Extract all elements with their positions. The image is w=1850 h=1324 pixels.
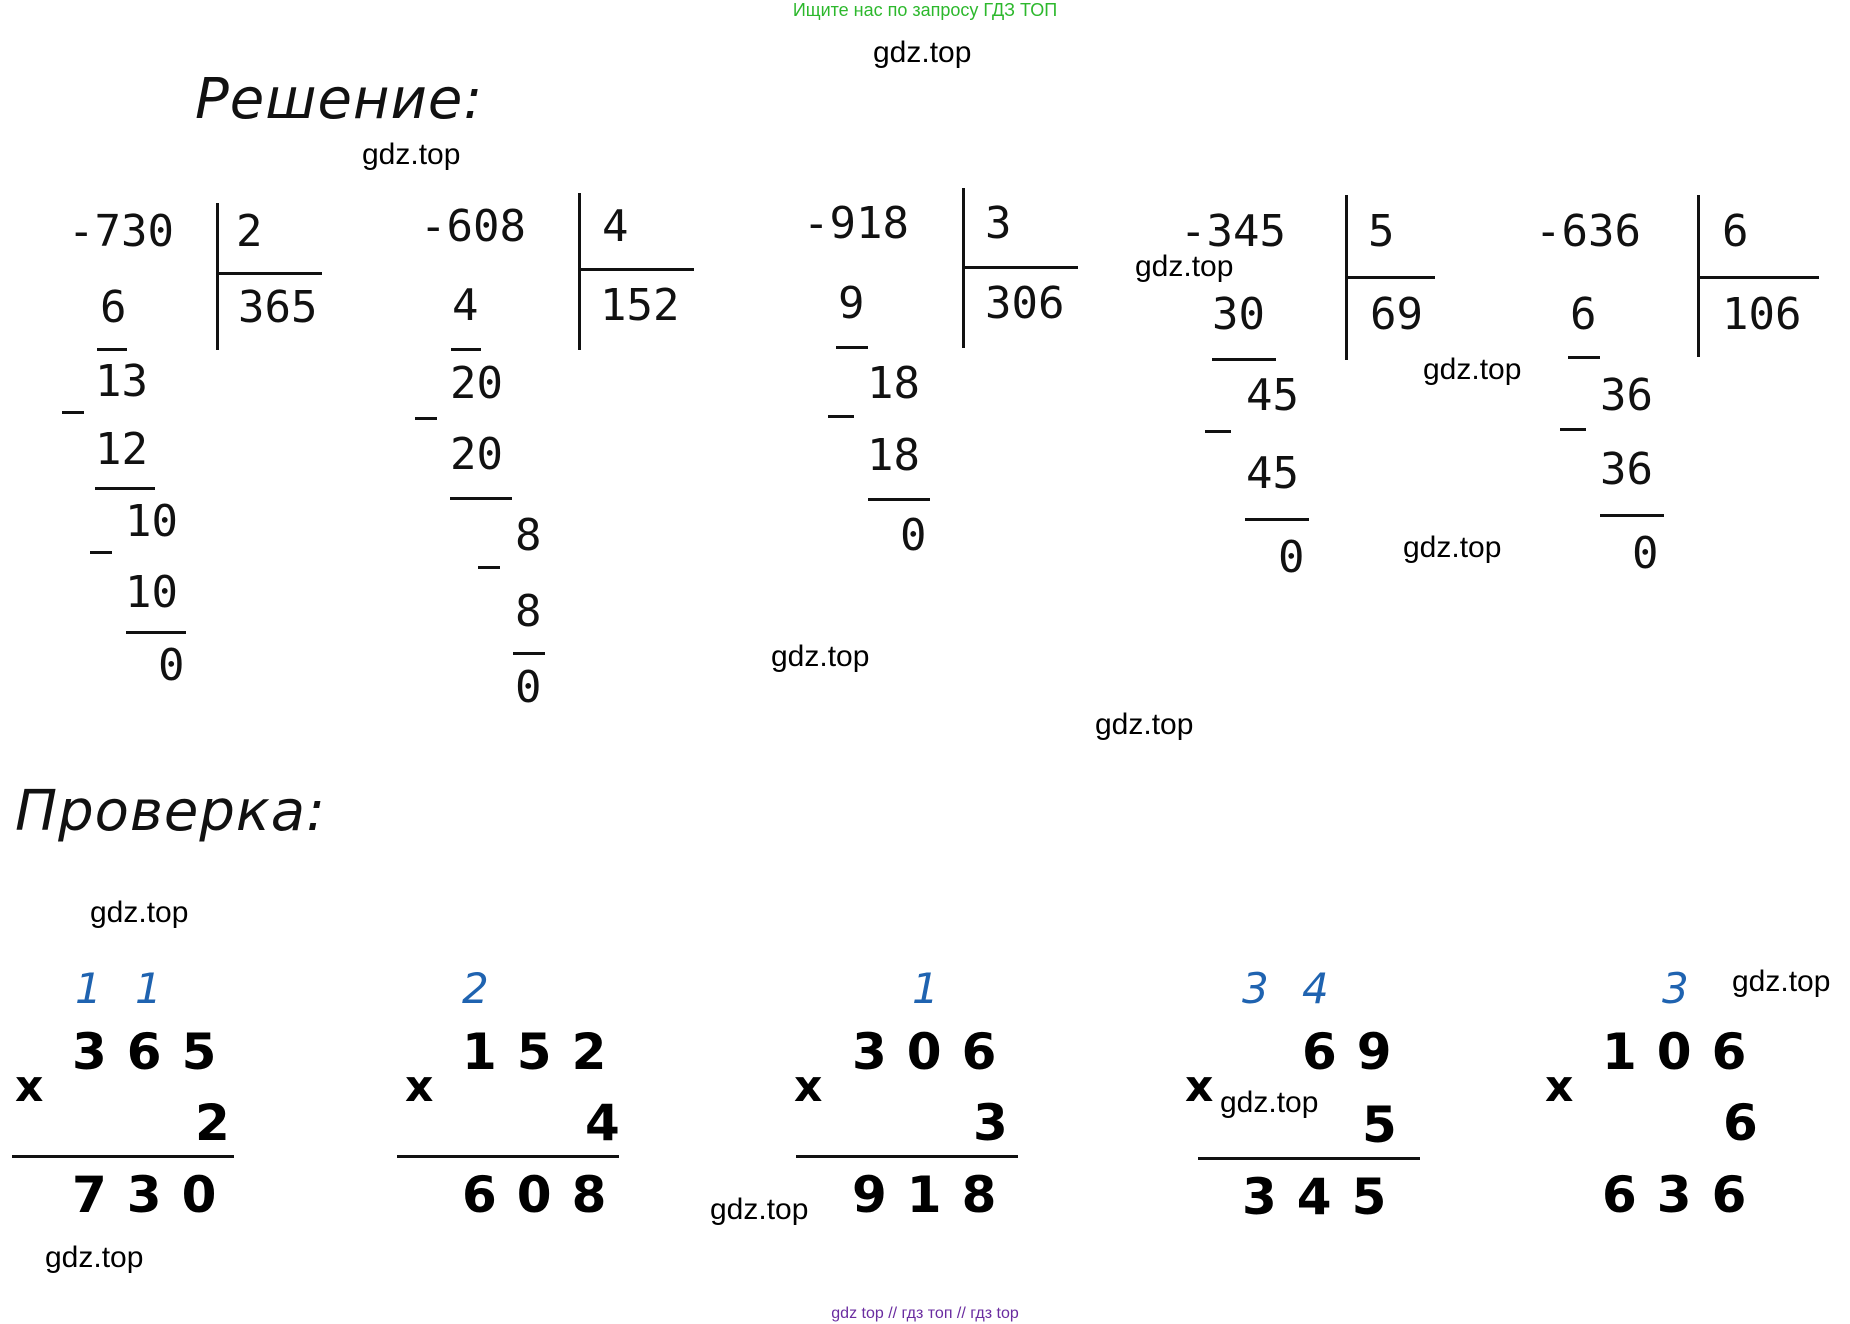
divider-horizontal [1345, 276, 1435, 279]
watermark: gdz.top [1135, 250, 1234, 283]
footer-links: gdz top // гдз топ // гдз top [831, 1305, 1019, 1322]
divider-horizontal [216, 272, 322, 275]
watermark: gdz.top [771, 640, 870, 673]
multiplicand: 306 [852, 1023, 1017, 1081]
multiply-sign: x [405, 1061, 434, 1112]
step: 12 [95, 424, 148, 475]
product: 345 [1242, 1168, 1407, 1226]
result-line [1198, 1157, 1420, 1160]
multiplicand: 152 [462, 1023, 627, 1081]
multiply-sign: x [794, 1061, 823, 1112]
step: 6 [1570, 289, 1597, 340]
carry-digit: 3 [1662, 964, 1689, 1013]
step: 36 [1600, 370, 1653, 421]
multiply-sign: x [15, 1061, 44, 1112]
step: 36 [1600, 444, 1653, 495]
carry-digit: 1 [135, 964, 162, 1013]
watermark: gdz.top [710, 1193, 809, 1226]
solution-heading: Решение: [195, 67, 484, 132]
step-underline [1568, 356, 1600, 359]
product: 636 [1602, 1166, 1767, 1224]
carry-digit: 1 [75, 964, 102, 1013]
divider-vertical [578, 193, 581, 350]
result-line [12, 1155, 234, 1158]
result-line [796, 1155, 1018, 1158]
divider-horizontal [578, 268, 694, 271]
quotient: 69 [1370, 289, 1423, 340]
carry-digit: 4 [1302, 964, 1329, 1013]
multiply-sign: x [1185, 1061, 1214, 1112]
watermark: gdz.top [1423, 353, 1522, 386]
remainder: 0 [900, 510, 927, 561]
watermark: gdz.top [362, 138, 461, 171]
quotient: 152 [600, 280, 680, 331]
result-line [397, 1155, 619, 1158]
remainder: 0 [515, 662, 542, 713]
step-underline [97, 348, 127, 351]
divisor: 2 [236, 206, 263, 257]
minus-sign [1560, 428, 1586, 431]
watermark: gdz.top [873, 36, 972, 69]
minus-sign [1205, 430, 1231, 433]
divisor: 4 [602, 201, 629, 252]
divisor: 5 [1368, 206, 1395, 257]
step: 9 [838, 278, 865, 329]
step: 20 [450, 429, 503, 480]
divisor: 3 [985, 198, 1012, 249]
product: 918 [852, 1166, 1017, 1224]
step-underline [126, 631, 186, 634]
dividend: -608 [420, 201, 526, 252]
step-underline [450, 497, 512, 500]
dividend: -636 [1535, 206, 1641, 257]
step: 18 [867, 358, 920, 409]
step-underline [451, 348, 481, 351]
step-underline [513, 652, 545, 655]
step-underline [836, 346, 868, 349]
watermark: gdz.top [1732, 965, 1831, 998]
multiplier: 6 [1723, 1094, 1758, 1152]
step: 10 [125, 496, 178, 547]
multiplier: 3 [973, 1094, 1008, 1152]
quotient: 365 [238, 282, 318, 333]
remainder: 0 [1278, 532, 1305, 583]
step: 18 [867, 430, 920, 481]
multiplier: 2 [195, 1094, 230, 1152]
watermark: gdz.top [45, 1241, 144, 1274]
step: 30 [1212, 289, 1265, 340]
remainder: 0 [158, 640, 185, 691]
step: 4 [452, 280, 479, 331]
step: 13 [95, 356, 148, 407]
step-underline [1245, 518, 1309, 521]
step: 6 [100, 282, 127, 333]
step: 10 [125, 567, 178, 618]
step: 8 [515, 586, 542, 637]
check-heading: Проверка: [15, 779, 326, 844]
watermark: gdz.top [1220, 1086, 1319, 1119]
product: 730 [72, 1166, 237, 1224]
dividend: -918 [803, 198, 909, 249]
step: 45 [1246, 370, 1299, 421]
divisor: 6 [1722, 206, 1749, 257]
minus-sign [415, 417, 437, 420]
multiplicand: 69 [1302, 1023, 1412, 1081]
quotient: 306 [985, 278, 1065, 329]
quotient: 106 [1722, 289, 1802, 340]
minus-sign [478, 566, 500, 569]
step-underline [1600, 514, 1664, 517]
product: 608 [462, 1166, 627, 1224]
carry-digit: 2 [462, 964, 489, 1013]
watermark: gdz.top [1095, 708, 1194, 741]
watermark: gdz.top [90, 896, 189, 929]
carry-digit: 1 [912, 964, 939, 1013]
step: 8 [515, 510, 542, 561]
step: 45 [1246, 448, 1299, 499]
minus-sign [828, 415, 854, 418]
multiplier: 5 [1362, 1096, 1397, 1154]
dividend: -730 [68, 206, 174, 257]
minus-sign [90, 551, 112, 554]
watermark: gdz.top [1403, 531, 1502, 564]
multiply-sign: x [1545, 1061, 1574, 1112]
multiplicand: 365 [72, 1023, 237, 1081]
step-underline [1212, 358, 1276, 361]
step: 20 [450, 358, 503, 409]
multiplier: 4 [585, 1094, 620, 1152]
top-banner: Ищите нас по запросу ГДЗ ТОП [792, 0, 1058, 20]
divider-vertical [216, 203, 219, 350]
step-underline [95, 487, 155, 490]
minus-sign [62, 411, 84, 414]
divider-horizontal [1697, 276, 1819, 279]
carry-digit: 3 [1242, 964, 1269, 1013]
dividend: -345 [1180, 206, 1286, 257]
divider-horizontal [962, 266, 1078, 269]
step-underline [868, 498, 930, 501]
remainder: 0 [1632, 528, 1659, 579]
multiplicand: 106 [1602, 1023, 1767, 1081]
